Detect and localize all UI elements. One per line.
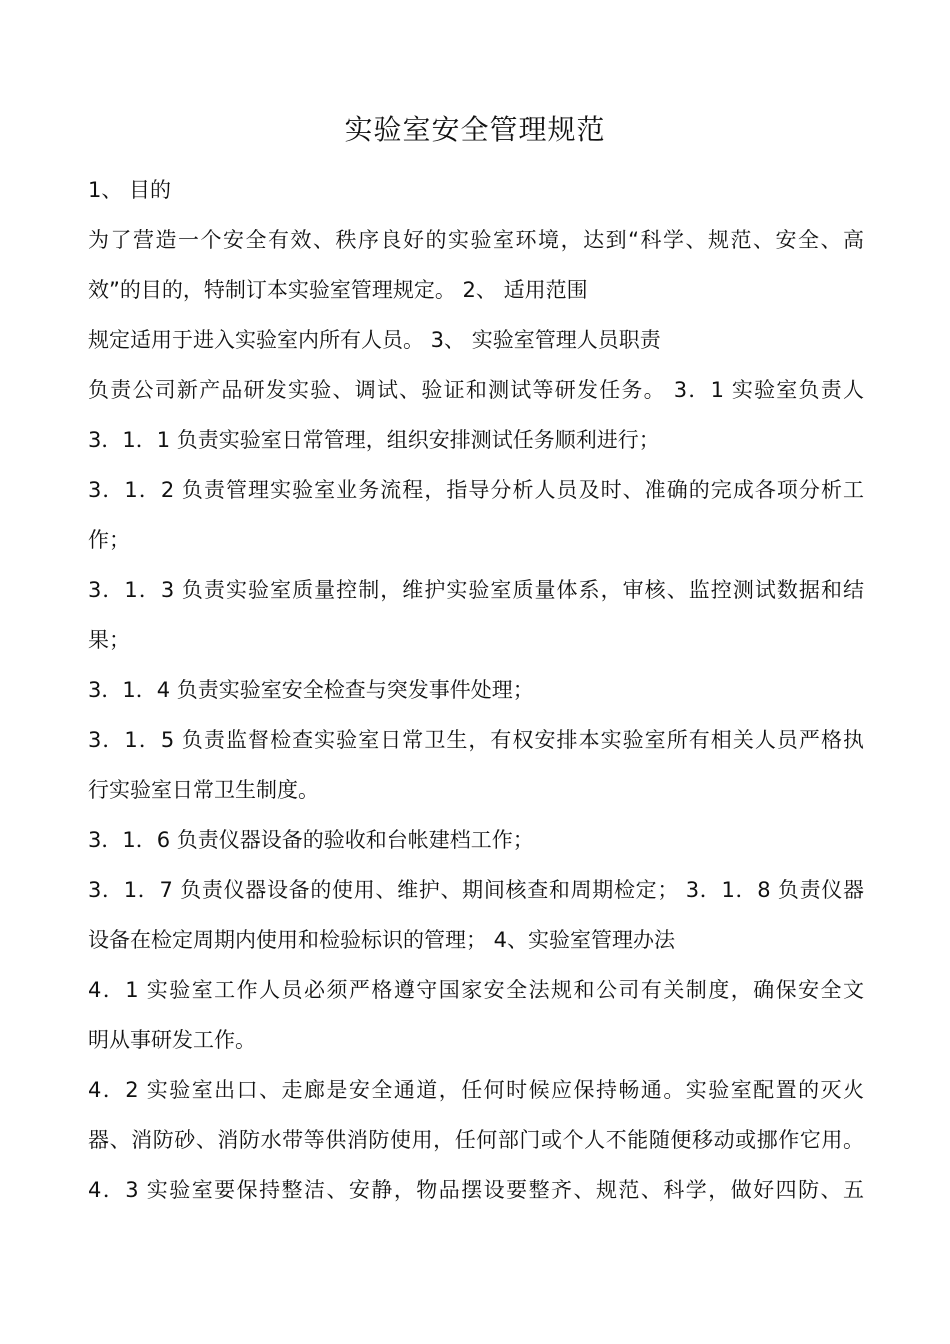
paragraph-line: 1、 目的 xyxy=(88,178,172,202)
paragraph-line: 3．1．7 负责仪器设备的使用、维护、期间核查和周期检定； 3．1．8 负责仪器 xyxy=(88,878,864,902)
paragraph-line: 3．1．6 负责仪器设备的验收和台帐建档工作； xyxy=(88,828,534,852)
paragraph-line: 行实验室日常卫生制度。 xyxy=(88,778,319,802)
paragraph-line: 负责公司新产品研发实验、调试、验证和测试等研发任务。 3．1 实验室负责人 xyxy=(88,378,864,402)
paragraph-line: 作； xyxy=(88,528,130,552)
paragraph-line: 为了营造一个安全有效、秩序良好的实验室环境，达到“科学、规范、安全、高 xyxy=(88,228,864,252)
paragraph-line: 4．3 实验室要保持整洁、安静，物品摆设要整齐、规范、科学，做好四防、五 xyxy=(88,1178,864,1202)
paragraph-line: 果； xyxy=(88,628,130,652)
paragraph-line: 器、消防砂、消防水带等供消防使用，任何部门或个人不能随便移动或挪作它用。 xyxy=(88,1128,864,1152)
document-body xyxy=(88,165,864,1215)
paragraph-line: 3．1．4 负责实验室安全检查与突发事件处理； xyxy=(88,678,534,702)
paragraph-line: 设备在检定周期内使用和检验标识的管理； 4、实验室管理办法 xyxy=(88,928,676,952)
paragraph-line: 3．1．1 负责实验室日常管理，组织安排测试任务顺利进行； xyxy=(88,428,660,452)
paragraph-line: 4．2 实验室出口、走廊是安全通道，任何时候应保持畅通。实验室配置的灭火 xyxy=(88,1078,864,1102)
paragraph-line: 3．1．5 负责监督检查实验室日常卫生，有权安排本实验室所有相关人员严格执 xyxy=(88,728,864,752)
paragraph-line: 效”的目的，特制订本实验室管理规定。 2、 适用范围 xyxy=(88,278,588,302)
paragraph-line: 3．1．3 负责实验室质量控制，维护实验室质量体系，审核、监控测试数据和结 xyxy=(88,578,864,602)
document-title: 实验室安全管理规范 xyxy=(344,113,606,146)
paragraph-line: 4．1 实验室工作人员必须严格遵守国家安全法规和公司有关制度，确保安全文 xyxy=(88,978,864,1002)
paragraph-line: 3．1．2 负责管理实验室业务流程，指导分析人员及时、准确的完成各项分析工 xyxy=(88,478,864,502)
paragraph-line: 规定适用于进入实验室内所有人员。 3、 实验室管理人员职责 xyxy=(88,328,661,352)
paragraph-line: 明从事研发工作。 xyxy=(88,1028,256,1052)
